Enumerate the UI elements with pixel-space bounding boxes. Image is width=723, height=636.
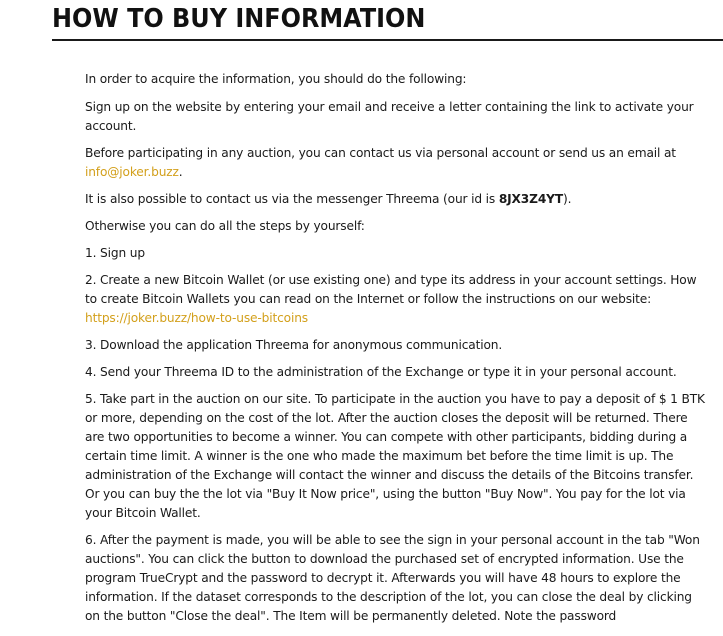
contact-after: . bbox=[178, 165, 183, 179]
step-4: 4. Send your Threema ID to the administration of the Exchange or type it in your personal account. bbox=[85, 365, 677, 379]
contact-paragraph bbox=[85, 144, 705, 182]
intro-paragraph: In order to acquire the information, you should do the following: bbox=[85, 72, 467, 86]
threema-after: ). bbox=[563, 192, 572, 206]
otherwise-paragraph: Otherwise you can do all the steps by yourself: bbox=[85, 219, 365, 233]
step-1: 1. Sign up bbox=[85, 246, 145, 260]
signup-paragraph: Sign up on the website by entering your email and receive a letter containing the link to activate your account. bbox=[85, 100, 694, 133]
email-link[interactable]: info@joker.buzz bbox=[85, 165, 179, 179]
step-3: 3. Download the application Threema for anonymous communication. bbox=[85, 338, 503, 352]
contact-text: Before participating in any auction, you can contact us via personal account or send us an email at bbox=[85, 146, 676, 160]
step-5: 5. Take part in the auction on our site. To participate in the auction you have to pay a deposit of $ 1 BTK or more, depending on the cost of the lot. After the auction closes the deposit will be returned. There are two opportunities to become a winner. You can compete with other participants, bidding during a certain time limit. A winner is the one who made the maximum bet before the time limit is up. The administration of the Exchange will contact the winner and discuss the details of the Bitcoins transfer. Or you can buy the the lot via "Buy It Now price", using the button "Buy Now". You pay for the lot via your Bitcoin Wallet. bbox=[85, 392, 705, 520]
page-heading bbox=[52, 4, 723, 41]
step-6: 6. After the payment is made, you will be able to see the sign in your personal account in the tab "Won auctions". You can click the button to download the purchased set of encrypted information. Use the program TrueCrypt and the password to decrypt it. Afterwards you will have 48 hours to explore the information. If the dataset corresponds to the description of the lot, you can close the deal by clicking on the button "Close the deal". The Item will be permanently deleted. Note the password bbox=[85, 533, 700, 623]
page-title: HOW TO BUY INFORMATION bbox=[52, 4, 426, 34]
bitcoin-guide-link[interactable]: https://joker.buzz/how-to-use-bitcoins bbox=[85, 311, 308, 325]
instructions-content bbox=[85, 70, 705, 634]
threema-paragraph bbox=[85, 190, 705, 209]
step-2-text: 2. Create a new Bitcoin Wallet (or use existing one) and type its address in your account settings. How to create Bitcoin Wallets you can read on the Internet or follow the instructions on our website: bbox=[85, 273, 697, 306]
threema-before: It is also possible to contact us via the messenger Threema (our id is bbox=[85, 192, 499, 206]
step-2 bbox=[85, 271, 705, 328]
threema-id: 8JX3Z4YT bbox=[498, 192, 563, 206]
